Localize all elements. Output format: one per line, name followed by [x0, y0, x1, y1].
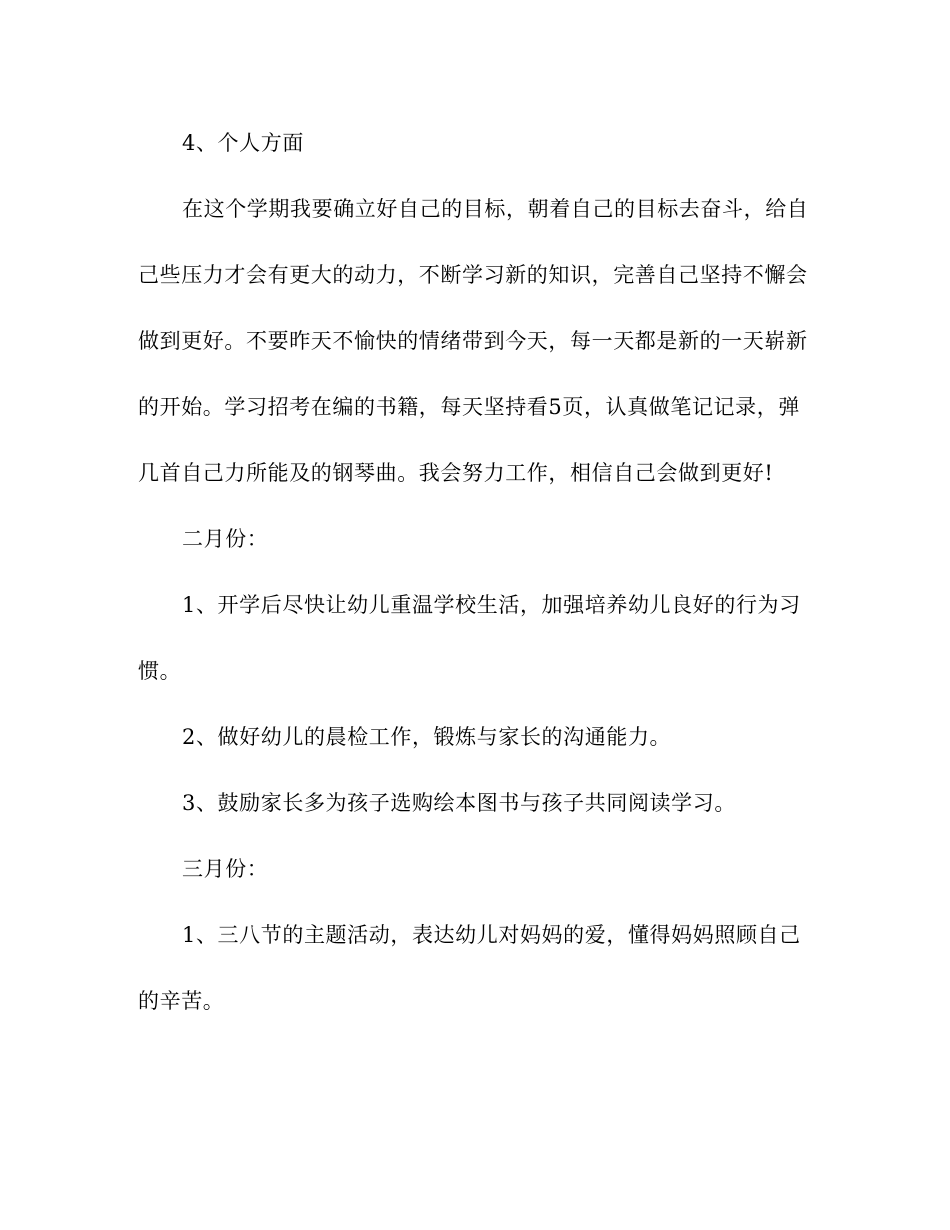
- month-heading-march: 三月份：: [182, 857, 269, 881]
- section-heading-personal: 4、个人方面: [182, 131, 304, 155]
- february-item-1: 1、开学后尽快让幼儿重温学校生活，加强培养幼儿良好的行为习惯。: [138, 593, 801, 683]
- march-item-1: 1、三八节的主题活动，表达幼儿对妈妈的爱，懂得妈妈照顾自己的辛苦。: [138, 923, 801, 1013]
- document-body: [138, 110, 818, 1034]
- february-item-2: 2、做好幼儿的晨检工作，锻炼与家长的沟通能力。: [182, 725, 672, 749]
- february-item-3: 3、鼓励家长多为孩子选购绘本图书与孩子共同阅读学习。: [182, 791, 736, 815]
- paragraph-personal-goals: 在这个学期我要确立好自己的目标，朝着自己的目标去奋斗，给自己些压力才会有更大的动力，不断学习新的知识，完善自己坚持不懈会做到更好。不要昨天不愉快的情绪带到今天，每一天都是新的一天崭新的开始。学习招考在编的书籍，每天坚持看5页，认真做笔记记录，弹几首自己力所能及的钢琴曲。我会努力工作，相信自己会做到更好!: [138, 197, 809, 485]
- month-heading-february: 二月份：: [182, 527, 269, 551]
